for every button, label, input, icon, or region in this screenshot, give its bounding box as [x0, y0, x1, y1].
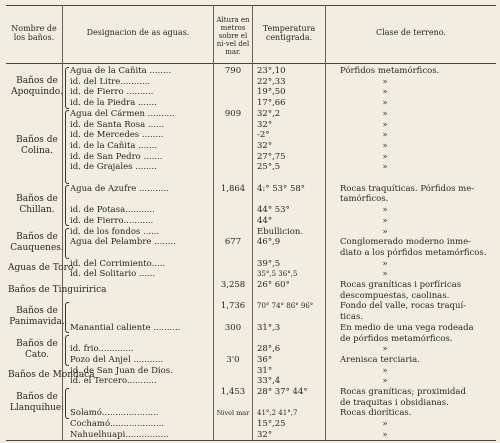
group-brace — [65, 67, 69, 109]
temperatura-cell: 39°,5 — [257, 258, 281, 269]
terreno-cell: » — [382, 365, 388, 376]
temperatura-cell: 35°,5 36°,5 — [257, 270, 298, 279]
agua-cell: id. de la Cañita ....... — [70, 140, 158, 151]
column-divider — [252, 5, 253, 440]
agua-cell: Agua del Pelambre ........ — [70, 237, 176, 248]
terreno-cell: En medio de una vega rodeada — [340, 322, 474, 333]
temperatura-cell: 17°,66 — [257, 98, 286, 109]
temperatura-cell: 19°,50 — [257, 87, 286, 98]
terreno-cell: » — [382, 119, 388, 130]
temperatura-cell: 36° — [257, 354, 273, 365]
terreno-cell: Rocas dioríticas. — [340, 408, 412, 419]
temperatura-cell: 46°,9 — [257, 237, 281, 248]
terreno-cell: » — [382, 376, 388, 387]
altura-cell: 1,453 — [220, 387, 246, 397]
terreno-cell: » — [382, 151, 388, 162]
terreno-cell: » — [382, 140, 388, 151]
agua-cell: id. de Potasa........... — [70, 205, 155, 216]
group-brace — [65, 335, 69, 366]
agua-cell: Pozo del Anjel ........... — [70, 354, 164, 365]
terreno-cell: » — [382, 344, 388, 355]
temperatura-cell: 44° — [257, 215, 273, 226]
header-nombre: Nombre de los baños. — [11, 24, 57, 42]
group-brace — [65, 228, 69, 259]
agua-cell: Agua del Cármen .......... — [70, 108, 175, 119]
terreno-cell: » — [382, 87, 388, 98]
temperatura-cell: 27°,75 — [257, 151, 286, 162]
agua-cell: id. de San Juan de Dios. — [70, 365, 173, 376]
agua-cell: Solamó..................... — [70, 408, 159, 419]
terreno-cell: Rocas traquíticas. Pórfidos me- — [340, 183, 475, 194]
agua-cell: Agua de Azufre ........... — [70, 183, 169, 194]
temperatura-cell: 22°,33 — [257, 76, 286, 87]
bath-group-name: Baños de Colina. — [16, 135, 58, 157]
group-brace — [65, 110, 69, 184]
terreno-cell: » — [382, 98, 388, 109]
header-temperatura: Temperatura centigrada. — [262, 24, 316, 42]
column-divider — [325, 5, 326, 440]
altura-cell: 1,736 — [220, 301, 246, 312]
header-bottom-rule — [6, 63, 496, 64]
altura-cell: 790 — [224, 66, 242, 76]
terreno-cell: de pórfidos metamórficos. — [340, 333, 453, 344]
bath-group-name: Baños de Mondaca — [8, 370, 95, 381]
header-altura: Altura en metros sobre el ni-vel del mar. — [216, 16, 250, 56]
terreno-cell: Fondo del valle, rocas traquí- — [340, 301, 467, 312]
temperatura-cell: 32°,2 — [257, 108, 281, 119]
terreno-cell: Rocas graníticas; proximidad — [340, 387, 466, 397]
temperatura-cell: 28°,6 — [257, 344, 281, 355]
agua-cell: id. de Grajales ........ — [70, 162, 157, 173]
temperatura-cell: 32° — [257, 429, 273, 440]
bath-group-name: Baños de Cato. — [16, 338, 58, 360]
bath-group-name: Baños de Panimavida. — [9, 306, 65, 328]
temperatura-cell: 44° 53° — [257, 205, 290, 216]
terreno-cell: » — [382, 419, 388, 430]
temperatura-cell: 25°,5 — [257, 162, 281, 173]
group-brace — [65, 388, 69, 419]
temperatura-cell: 23°,10 — [257, 66, 286, 76]
agua-cell: id. del Solitario ...... — [70, 269, 156, 280]
terreno-cell: descompuestas, caolinas. — [340, 290, 450, 301]
temperatura-cell: 15°,25 — [257, 419, 286, 430]
temperatura-cell: 32° — [257, 140, 273, 151]
temperatura-cell: -2° — [257, 130, 270, 141]
bath-group-name: Baños de Tinguiririca — [8, 284, 107, 295]
temperatura-cell: 70° 74° 86° 96° — [257, 302, 314, 311]
agua-cell: id. de Fierro .......... — [70, 87, 154, 98]
agua-cell: id. el Tercero........... — [70, 376, 157, 387]
agua-cell: id. de Fierro........... — [70, 215, 154, 226]
agua-cell: id. frio............. — [70, 344, 134, 355]
temperatura-cell: 33°,4 — [257, 376, 281, 387]
altura-cell: Nivel mar — [216, 409, 250, 418]
terreno-cell: diato a los pórfidos metamórficos. — [340, 247, 487, 258]
agua-cell: id. de la Piedra ....... — [70, 98, 157, 109]
terreno-cell: » — [382, 258, 388, 269]
temperatura-cell: 26° 60° — [257, 280, 290, 290]
terreno-cell: » — [382, 215, 388, 226]
altura-cell: 3,258 — [220, 280, 246, 290]
table-top-rule — [6, 5, 496, 6]
header-clase: Clase de terreno. — [376, 28, 446, 37]
altura-cell: 300 — [224, 322, 242, 333]
agua-cell: Nahuelhuapi................ — [70, 429, 169, 440]
altura-cell: 1,864 — [220, 183, 246, 194]
agua-cell: id. del Corrimiento..... — [70, 258, 166, 269]
group-brace — [65, 302, 69, 333]
terreno-cell: ticas. — [340, 312, 364, 323]
table-bottom-rule — [6, 440, 496, 441]
temperatura-cell: 31°,3 — [257, 322, 281, 333]
terreno-cell: » — [382, 108, 388, 119]
group-brace — [65, 185, 69, 227]
header-designacion: Designacion de as aguas. — [86, 28, 190, 37]
temperatura-cell: Ebullicion. — [257, 226, 304, 237]
agua-cell: id. de Santa Rosa ...... — [70, 119, 165, 130]
terreno-cell: » — [382, 429, 388, 440]
agua-cell: id. del Litre........... — [70, 76, 151, 87]
terreno-cell: Rocas graníticas i porfíricas — [340, 280, 462, 290]
terreno-cell: Pórfidos metamórficos. — [340, 66, 440, 76]
terreno-cell: Arenisca terciaria. — [340, 354, 420, 365]
temperatura-cell: 28° 37° 44° — [257, 387, 308, 397]
agua-cell: id. de Mercedes ........ — [70, 130, 164, 141]
altura-cell: 909 — [224, 108, 242, 119]
terreno-cell: » — [382, 205, 388, 216]
temperatura-cell: 4:° 53° 58° — [257, 183, 306, 194]
agua-cell: Cochamó.................... — [70, 419, 164, 430]
terreno-cell: » — [382, 162, 388, 173]
terreno-cell: » — [382, 226, 388, 237]
terreno-cell: » — [382, 76, 388, 87]
terreno-cell: de traquitas i obsidianas. — [340, 397, 449, 408]
temperatura-cell: 32° — [257, 119, 273, 130]
agua-cell: Agua de la Cañita ........ — [70, 66, 172, 76]
temperatura-cell: 41°,2 41°,7 — [257, 409, 298, 418]
agua-cell: id. de los fondos ...... — [70, 226, 160, 237]
bath-group-name: Aguas de Toro — [8, 263, 74, 274]
bath-group-name: Baños de Llanquihue. — [9, 392, 65, 414]
bath-group-name: Baños de Chillan. — [16, 194, 58, 216]
agua-cell: id. de San Pedro ....... — [70, 151, 163, 162]
bath-group-name: Baños de Apoquindo. — [11, 76, 63, 98]
terreno-cell: » — [382, 269, 388, 280]
altura-cell: 677 — [224, 237, 242, 248]
agua-cell: Manantial caliente .......... — [70, 322, 181, 333]
temperatura-cell: 31° — [257, 365, 273, 376]
terreno-cell: tamórficos. — [340, 194, 389, 205]
terreno-cell: Conglomerado moderno inme- — [340, 237, 472, 248]
bath-group-name: Baños de Cauquenes. — [10, 231, 64, 253]
terreno-cell: » — [382, 130, 388, 141]
altura-cell: 3'0 — [226, 354, 240, 365]
